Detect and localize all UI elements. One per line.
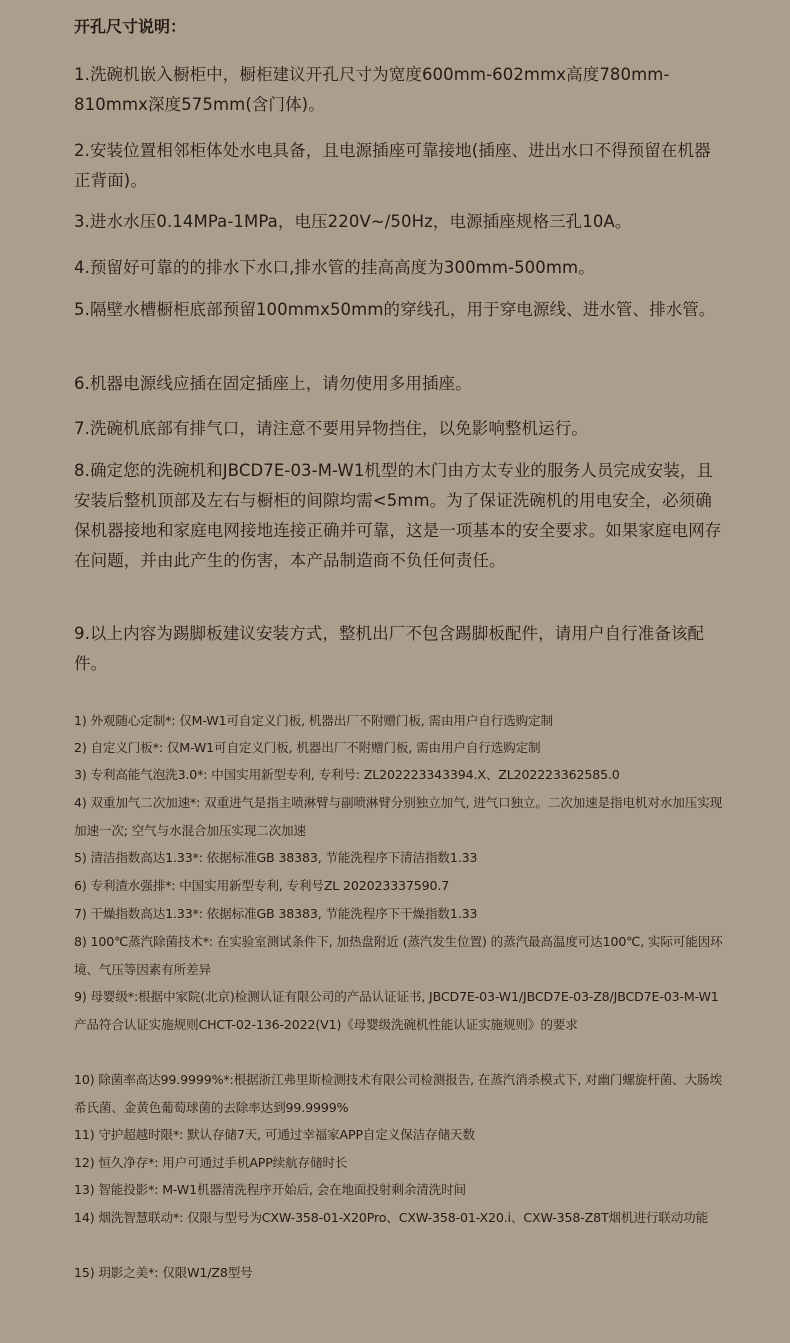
footnote-item: 12) 恒久净存*: 用户可通过手机APP续航存储时长 [74,1155,348,1170]
footnote-item: 13) 智能投影*: M-W1机器清洗程序开始后, 会在地面投射剩余清洗时间 [74,1182,466,1197]
instruction-item: 1.洗碗机嵌入橱柜中，橱柜建议开孔尺寸为宽度600mm-602mmx高度780mm-810mmx深度575mm(含门体)。 [74,65,670,114]
instruction-item: 6.机器电源线应插在固定插座上，请勿使用多用插座。 [74,374,472,393]
footnote-item: 1) 外观随心定制*: 仅M-W1可自定义门板, 机器出厂不附赠门板, 需由用户自行选购定制 [74,713,553,728]
footnote-item: 6) 专利渣水强排*: 中国实用新型专利, 专利号ZL 202023337590.7 [74,878,450,893]
instruction-item: 5.隔壁水槽橱柜底部预留100mmx50mm的穿线孔，用于穿电源线、进水管、排水管。 [74,300,716,319]
footnote-item: 5) 清洁指数高达1.33*: 依据标准GB 38383, 节能洗程序下清洁指数1.33 [74,850,478,865]
instruction-item: 7.洗碗机底部有排气口，请注意不要用异物挡住，以免影响整机运行。 [74,419,588,438]
footnote-item: 3) 专利高能气泡洗3.0*: 中国实用新型专利, 专利号: ZL202223343394.X、ZL202223362585.0 [74,767,620,782]
footnote-item: 15) 玥影之美*: 仅限W1/Z8型号 [74,1265,253,1280]
footnote-item: 9) 母婴级*:根据中家院(北京)检测认证有限公司的产品认证证书, JBCD7E-03-W1/JBCD7E-03-Z8/JBCD7E-03-M-W1产品符合认证实施规则CHCT-02-136-2022(V1)《母婴级洗碗机性能认证实施规则》的要求 [74,989,719,1032]
instruction-item: 8.确定您的洗碗机和JBCD7E-03-M-W1机型的木门由方太专业的服务人员完成安装，且安装后整机顶部及左右与橱柜的间隙均需<5mm。为了保证洗碗机的用电安全，必须确保机器接地和家庭电网接地连接正确并可靠，这是一项基本的安全要求。如果家庭电网存在问题，并由此产生的伤害，本产品制造商不负任何责任。 [74,461,722,570]
instruction-item: 9.以上内容为踢脚板建议安装方式，整机出厂不包含踢脚板配件，请用户自行准备该配件。 [74,624,705,673]
footnote-item: 14) 烟洗智慧联动*: 仅限与型号为CXW-358-01-X20Pro、CXW-358-01-X20.i、CXW-358-Z8T烟机进行联动功能 [74,1210,709,1225]
instruction-item: 2.安装位置相邻柜体处水电具备，且电源插座可靠接地(插座、进出水口不得预留在机器正背面)。 [74,141,711,190]
page-title: 开孔尺寸说明： [74,17,187,36]
instruction-item: 3.进水水压0.14MPa-1MPa，电压220V~/50Hz，电源插座规格三孔10A。 [74,212,632,231]
footnote-item: 4) 双重加气二次加速*: 双重进气是指主喷淋臂与副喷淋臂分别独立加气, 进气口独立。二次加速是指电机对水加压实现加速一次; 空气与水混合加压实现二次加速 [74,795,723,838]
footnote-item: 8) 100℃蒸汽除菌技术*: 在实验室测试条件下, 加热盘附近 (蒸汽发生位置) 的蒸汽最高温度可达100℃, 实际可能因环境、气压等因素有所差异 [74,934,723,977]
instruction-item: 4.预留好可靠的的排水下水口,排水管的挂高高度为300mm-500mm。 [74,258,595,277]
footnote-item: 10) 除菌率高达99.9999%*:根据浙江弗里斯检测技术有限公司检测报告, 在蒸汽消杀模式下, 对幽门螺旋杆菌、大肠埃希氏菌、金黄色葡萄球菌的去除率达到99.9999% [74,1072,722,1115]
footnote-item: 11) 守护超越时限*: 默认存储7天, 可通过幸福家APP自定义保洁存储天数 [74,1127,475,1142]
footnote-item: 7) 干燥指数高达1.33*: 依据标准GB 38383, 节能洗程序下干燥指数1.33 [74,906,478,921]
footnote-item: 2) 自定义门板*: 仅M-W1可自定义门板, 机器出厂不附赠门板, 需由用户自行选购定制 [74,740,541,755]
